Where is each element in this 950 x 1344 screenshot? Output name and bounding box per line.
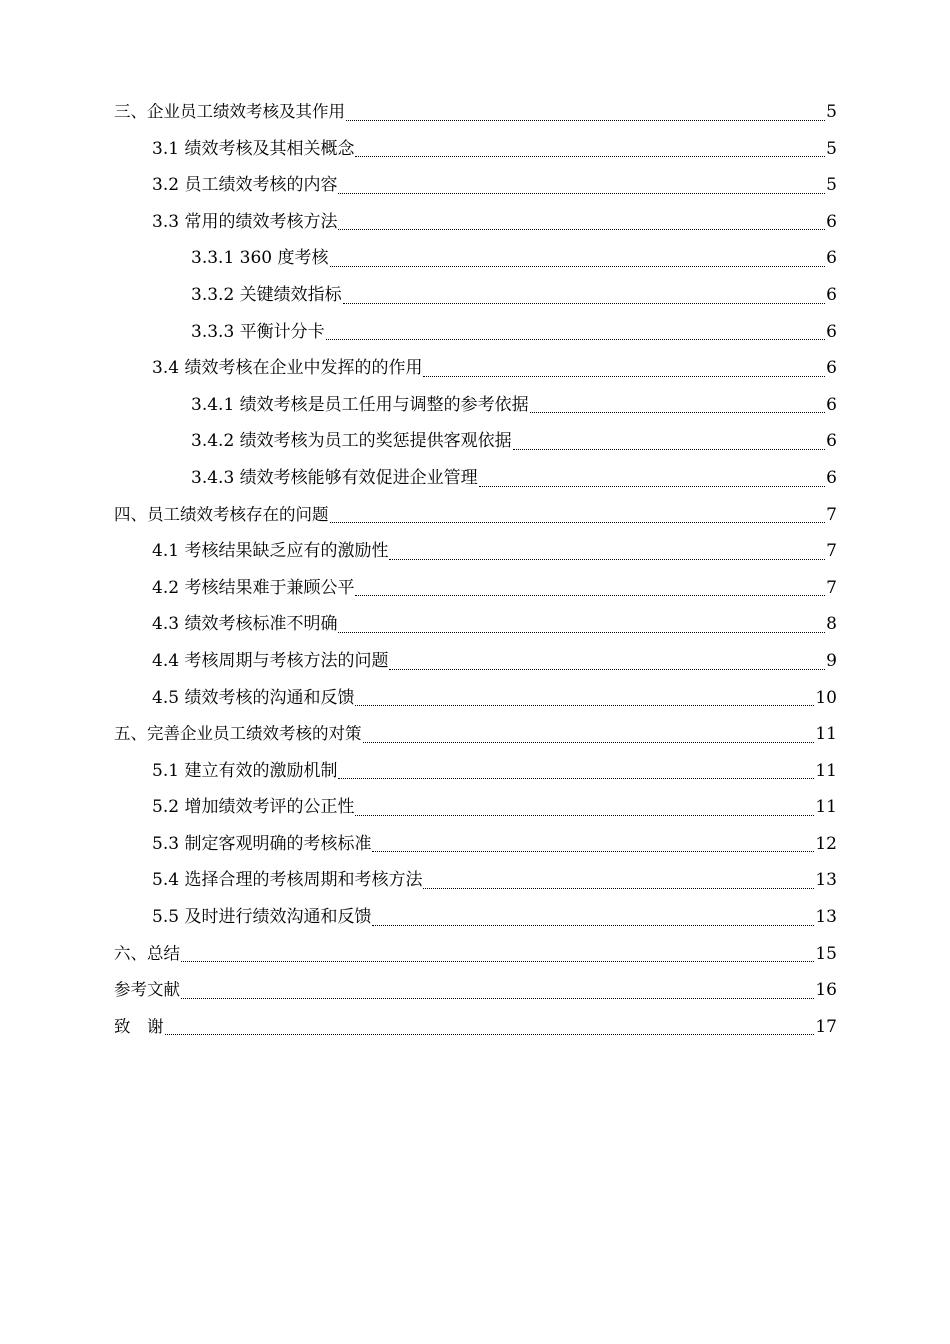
toc-entry[interactable] — [114, 1009, 837, 1046]
toc-entry[interactable] — [114, 533, 837, 570]
toc-entry-page: 6 — [826, 284, 837, 305]
toc-entry[interactable] — [114, 350, 837, 387]
toc-entry-title: 5.5 及时进行绩效沟通和反馈 — [152, 907, 372, 928]
toc-entry-page: 16 — [815, 980, 837, 1001]
toc-entry-title: 3.4.2 绩效考核为员工的奖惩提供客观依据 — [191, 431, 512, 452]
toc-entry-page: 15 — [815, 943, 837, 964]
toc-entry[interactable] — [114, 606, 837, 643]
toc-entry-page: 5 — [826, 138, 837, 159]
toc-dot-leader — [326, 314, 826, 351]
toc-dot-leader — [355, 789, 814, 826]
toc-entry-page: 17 — [815, 1016, 837, 1037]
toc-entry[interactable] — [114, 314, 837, 351]
toc-entry-title: 3.4.3 绩效考核能够有效促进企业管理 — [191, 467, 478, 488]
toc-dot-leader — [355, 131, 825, 168]
toc-entry-title: 3.2 员工绩效考核的内容 — [152, 175, 338, 196]
toc-dot-leader — [372, 899, 814, 936]
toc-entry[interactable] — [114, 570, 837, 607]
toc-entry-title: 4.1 考核结果缺乏应有的激励性 — [152, 541, 389, 562]
toc-entry-page: 13 — [815, 907, 837, 928]
toc-dot-leader — [389, 533, 825, 570]
toc-entry[interactable] — [114, 387, 837, 424]
toc-entry[interactable] — [114, 899, 837, 936]
toc-entry-title: 3.4 绩效考核在企业中发挥的的作用 — [152, 358, 423, 379]
toc-dot-leader — [346, 94, 825, 131]
toc-entry-page: 6 — [826, 248, 837, 269]
toc-dot-leader — [372, 826, 814, 863]
toc-entry-title: 4.2 考核结果难于兼顾公平 — [152, 577, 355, 598]
toc-entry-page: 6 — [826, 321, 837, 342]
toc-entry-title: 4.4 考核周期与考核方法的问题 — [152, 650, 389, 671]
toc-entry-title: 5.4 选择合理的考核周期和考核方法 — [152, 870, 423, 891]
toc-dot-leader — [363, 716, 815, 753]
toc-entry-title: 四、员工绩效考核存在的问题 — [114, 504, 329, 524]
toc-entry-title: 3.4.1 绩效考核是员工任用与调整的参考依据 — [191, 394, 529, 415]
toc-entry-title: 3.3.1 360 度考核 — [191, 248, 329, 269]
toc-dot-leader — [338, 753, 814, 790]
table-of-contents — [114, 94, 837, 1045]
toc-entry[interactable] — [114, 460, 837, 497]
toc-entry[interactable] — [114, 204, 837, 241]
toc-entry-page: 8 — [826, 614, 837, 635]
toc-dot-leader — [338, 606, 825, 643]
toc-entry-page: 7 — [826, 577, 837, 598]
toc-entry-title: 致 谢 — [114, 1016, 164, 1036]
toc-entry[interactable] — [114, 131, 837, 168]
toc-entry-page: 6 — [826, 431, 837, 452]
toc-entry-page: 7 — [826, 541, 837, 562]
toc-entry-title: 4.5 绩效考核的沟通和反馈 — [152, 687, 355, 708]
toc-entry[interactable] — [114, 680, 837, 717]
toc-entry[interactable] — [114, 753, 837, 790]
toc-dot-leader — [423, 862, 814, 899]
toc-entry-page: 5 — [826, 175, 837, 196]
toc-entry-page: 7 — [826, 504, 837, 525]
toc-entry-title: 4.3 绩效考核标准不明确 — [152, 614, 338, 635]
toc-entry-title: 5.2 增加绩效考评的公正性 — [152, 797, 355, 818]
toc-entry-title: 3.3.3 平衡计分卡 — [191, 321, 325, 342]
toc-entry[interactable] — [114, 277, 837, 314]
toc-entry[interactable] — [114, 94, 837, 131]
toc-entry[interactable] — [114, 862, 837, 899]
toc-entry-page: 11 — [815, 724, 837, 745]
toc-entry[interactable] — [114, 643, 837, 680]
toc-entry-page: 5 — [826, 102, 837, 122]
toc-dot-leader — [389, 643, 825, 680]
toc-dot-leader — [423, 350, 825, 387]
toc-entry-title: 3.3 常用的绩效考核方法 — [152, 211, 338, 232]
toc-dot-leader — [181, 936, 814, 973]
toc-entry-title: 五、完善企业员工绩效考核的对策 — [114, 724, 362, 744]
toc-dot-leader — [530, 387, 826, 424]
toc-entry-page: 11 — [815, 760, 837, 781]
toc-entry-title: 3.1 绩效考核及其相关概念 — [152, 138, 355, 159]
toc-entry[interactable] — [114, 826, 837, 863]
toc-entry[interactable] — [114, 789, 837, 826]
toc-entry[interactable] — [114, 497, 837, 534]
toc-entry-page: 11 — [815, 797, 837, 818]
toc-dot-leader — [330, 240, 826, 277]
toc-entry[interactable] — [114, 972, 837, 1009]
toc-entry-page: 12 — [815, 833, 837, 854]
toc-entry-page: 6 — [826, 358, 837, 379]
toc-entry[interactable] — [114, 240, 837, 277]
toc-dot-leader — [181, 972, 814, 1009]
toc-dot-leader — [165, 1009, 815, 1046]
toc-dot-leader — [343, 277, 826, 314]
toc-entry[interactable] — [114, 716, 837, 753]
toc-dot-leader — [513, 423, 826, 460]
toc-entry-page: 10 — [815, 687, 837, 708]
toc-entry[interactable] — [114, 936, 837, 973]
toc-entry-page: 6 — [826, 211, 837, 232]
toc-entry-title: 5.3 制定客观明确的考核标准 — [152, 833, 372, 854]
toc-dot-leader — [355, 570, 825, 607]
toc-entry[interactable] — [114, 167, 837, 204]
toc-dot-leader — [338, 167, 825, 204]
toc-entry-title: 3.3.2 关键绩效指标 — [191, 284, 342, 305]
toc-entry-title: 六、总结 — [114, 943, 180, 963]
toc-entry[interactable] — [114, 423, 837, 460]
toc-dot-leader — [338, 204, 825, 241]
toc-entry-page: 6 — [826, 467, 837, 488]
toc-entry-title: 5.1 建立有效的激励机制 — [152, 760, 338, 781]
toc-entry-page: 9 — [826, 650, 837, 671]
toc-entry-page: 13 — [815, 870, 837, 891]
toc-entry-title: 参考文献 — [114, 980, 180, 1000]
toc-entry-page: 6 — [826, 394, 837, 415]
toc-dot-leader — [330, 497, 826, 534]
toc-dot-leader — [355, 680, 814, 717]
toc-entry-title: 三、企业员工绩效考核及其作用 — [114, 102, 345, 121]
toc-dot-leader — [479, 460, 826, 497]
